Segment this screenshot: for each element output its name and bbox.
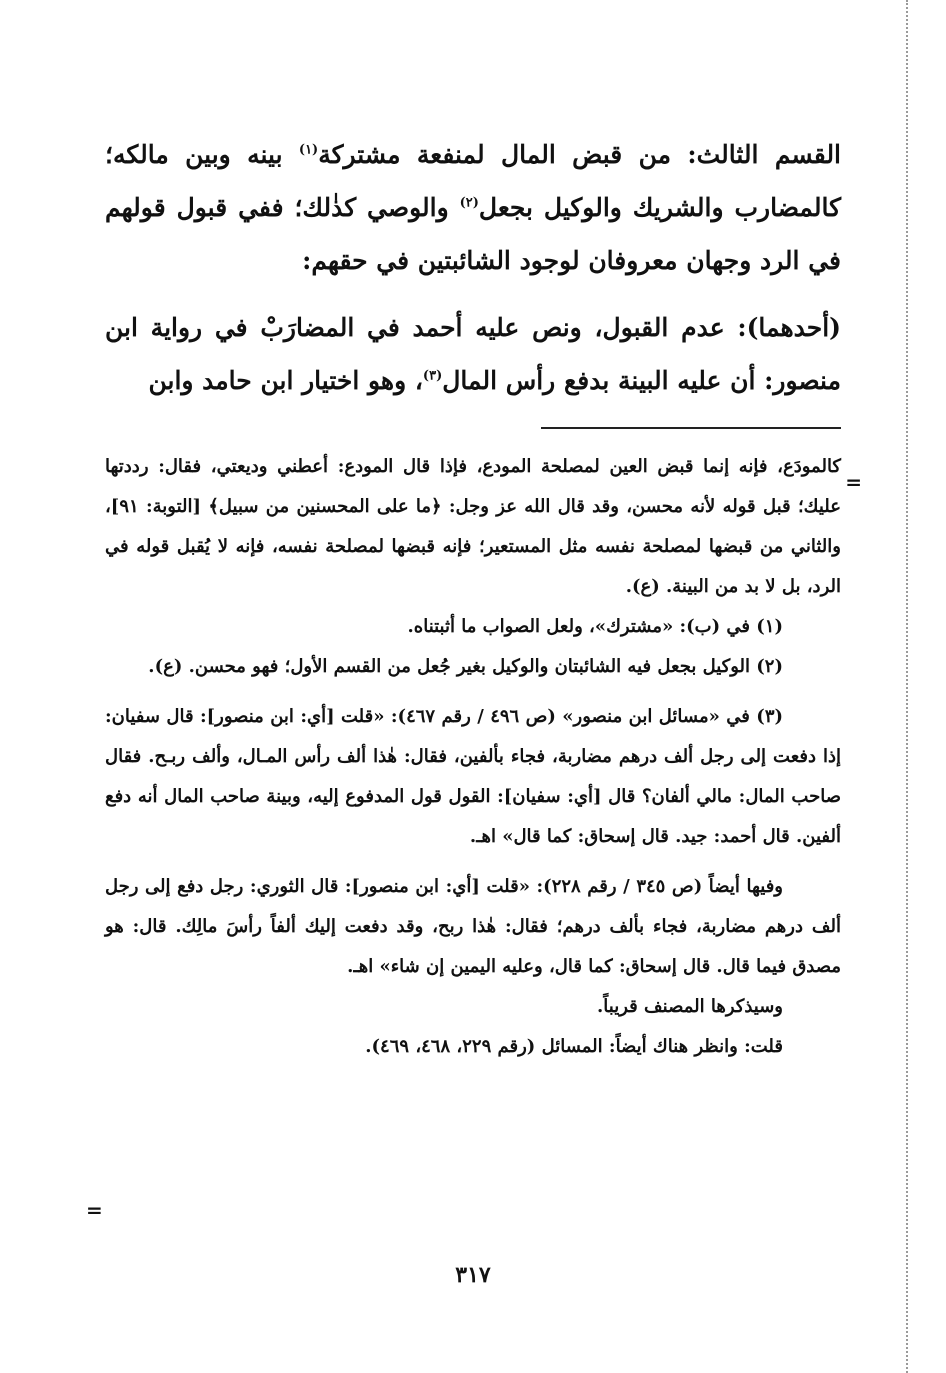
footnotes [105, 447, 841, 1067]
footnote-continuation-mark: = [845, 470, 862, 494]
footnote-separator [541, 427, 841, 429]
paragraph-text: بينه وبين مالكه؛ كالمضارب والشريك والوكيل بجعل [105, 140, 841, 222]
paragraph-first-view [105, 301, 841, 407]
footnote-2: (٢) الوكيل بجعل فيه الشائبتان والوكيل بغير جُعل من القسم الأول؛ فهو محسن. (ع). [148, 656, 783, 677]
main-text [105, 128, 841, 407]
footnote-continues-mark: = [86, 1198, 103, 1222]
page-content [105, 128, 841, 1067]
footnote-3: (٣) في «مسائل ابن منصور» (ص ٤٩٦ / رقم ٤٦٧): «قلت [أي: ابن منصور]: قال سفيان: إذا دفعت إلى رجل ألف درهم مضاربة، فجاء بألفين، فقال: هٰذا ألف رأس المـال، وألف ربـح. فقال صاحب المال: مالي ألفان؟ قال [أي: سفيان]: القول قول المدفوع إليه، وبينة صاحب المال أنه دفع ألفين. قال أحمد: جيد. قال إسحاق: كما قال» اهـ. [105, 706, 841, 847]
footnote-text: [التوبة: ٩١]، والثاني من قبضها لمصلحة نفسه مثل المستعير؛ فإنه قبضها لمصلحة نفسه، فإنه لا يُقبل قوله في الرد، بل لا بد من البينة. (ع). [105, 496, 841, 597]
footnote-text: كالمودَع، فإنه إنما قبض العين لمصلحة المودع، فإذا قال المودع: أعطني وديعتي، فقال: رددتها عليك؛ قبل قوله لأنه محسن، وقد قال الله عز وجل: [105, 456, 841, 517]
paragraph-text: : عدم القبول، ونص عليه أحمد في المضارَبْ في رواية ابن منصور: أن عليه البينة بدفع رأس المال [105, 313, 841, 395]
section-heading: القسم الثالث [696, 140, 842, 169]
footnote-ref-2[interactable]: (٢) [459, 195, 479, 211]
quran-quote: ﴿ما على المحسنين من سبيل﴾ [208, 496, 442, 517]
footnote-3-reference: قلت: وانظر هناك أيضاً: المسائل (رقم ٢٢٩، ٤٦٨، ٤٦٩). [365, 1036, 783, 1057]
view-heading: (أحدهما) [746, 313, 841, 342]
footnote-3-continuation: وفيها أيضاً (ص ٣٤٥ / رقم ٢٢٨): «قلت [أي: ابن منصور]: قال الثوري: رجل دفع إلى رجل ألف درهم مضاربة، فجاء بألف درهم؛ فقال: هٰذا ربح، وقد دفعت إليك ألفاً رأسَ مالِك. قال: هو مصدق فيما قال. قال إسحاق: كما قال، وعليه اليمين إن شاء» اهـ. [105, 876, 841, 977]
page-edge-dotted-line [906, 0, 908, 1373]
footnote-1: (١) في (ب): «مشترك»، ولعل الصواب ما أثبتناه. [407, 616, 783, 637]
footnote-3-note: وسيذكرها المصنف قريباً. [597, 996, 783, 1017]
paragraph-third-section [105, 128, 841, 287]
paragraph-text: والوصي كذٰلك؛ ففي قبول قولهم في الرد وجهان معروفان لوجود الشائبتين في حقهم: [105, 193, 841, 275]
paragraph-text: ، وهو اختيار ابن حامد وابن [148, 366, 423, 395]
page-number: ٣١٧ [455, 1262, 491, 1288]
footnote-continuation [105, 447, 841, 607]
footnote-ref-1[interactable]: (١) [298, 142, 319, 158]
footnote-ref-3[interactable]: (٣) [422, 368, 443, 384]
paragraph-text: : من قبض المال لمنفعة مشتركة [318, 140, 697, 169]
